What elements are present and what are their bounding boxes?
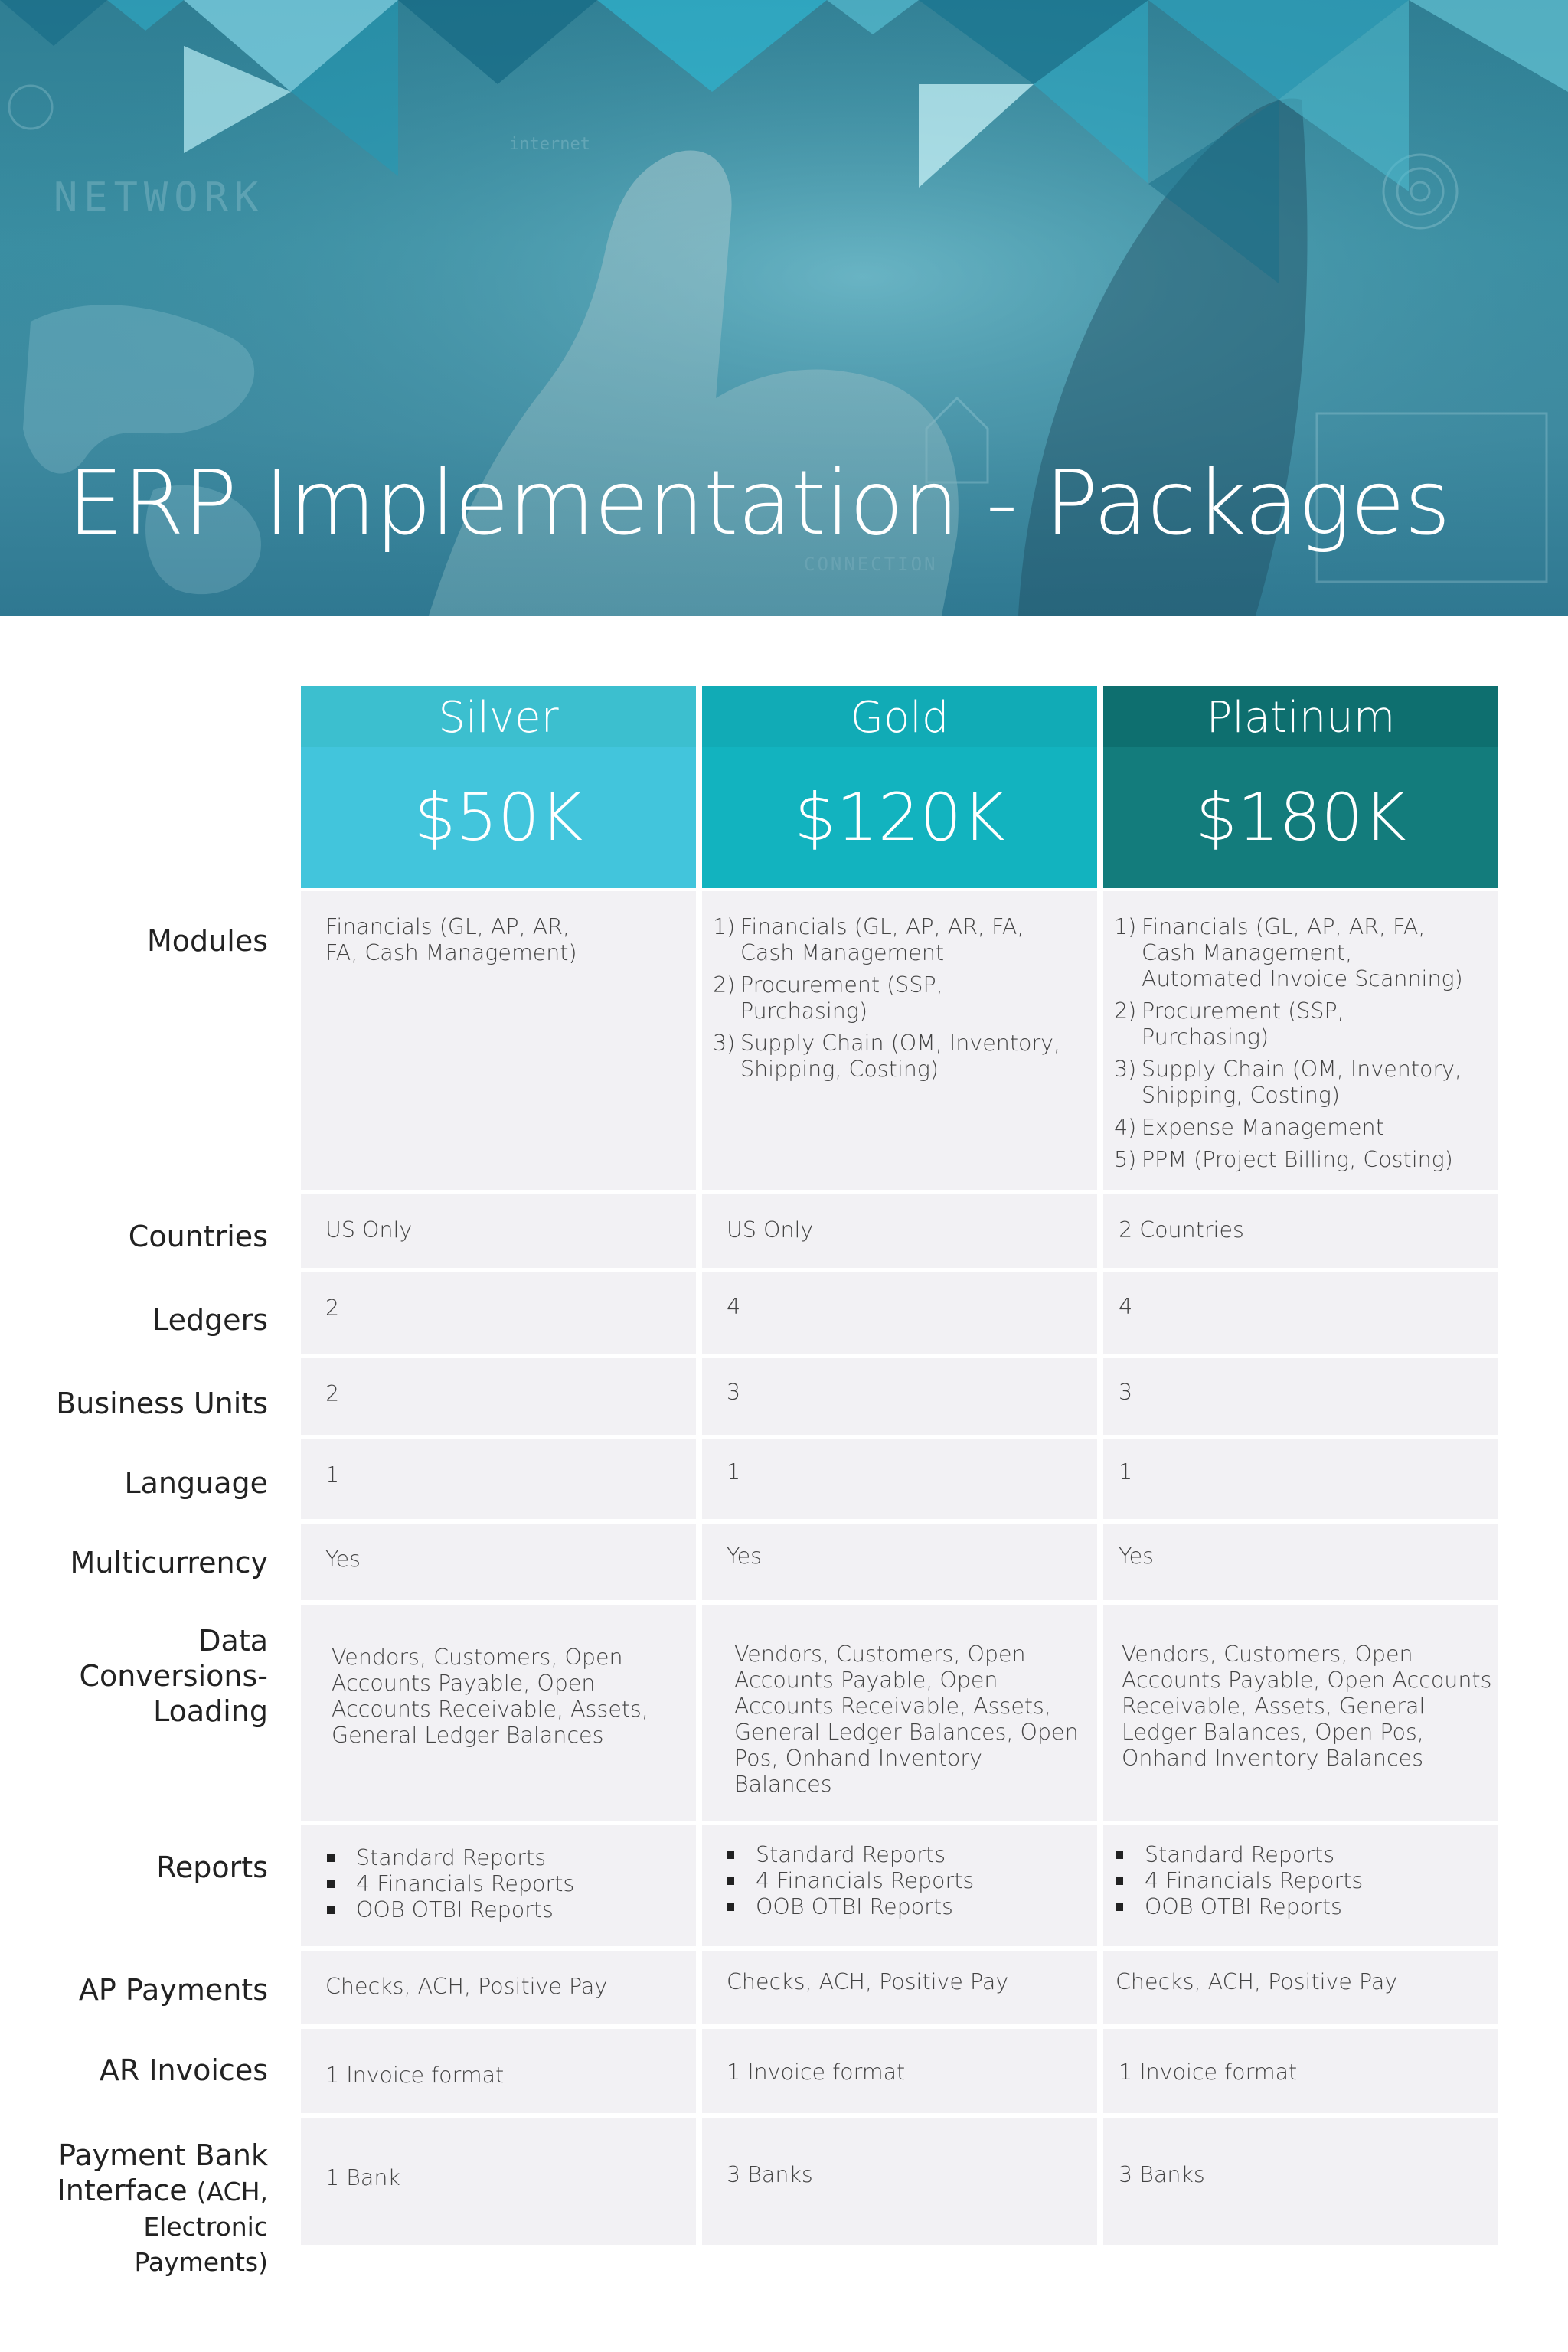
page-title: ERP Implementation - Packages <box>67 452 1450 555</box>
cell-ap-payments-gold: Checks, ACH, Positive Pay <box>702 1951 1097 2024</box>
list-item: 3) Supply Chain (OM, Inventory, Shipping, Costing) <box>713 1031 1061 1082</box>
row-label-language: Language <box>124 1466 268 1500</box>
tier-price: $120K <box>702 747 1097 888</box>
row-label-business-units: Business Units <box>56 1387 268 1420</box>
list-item: 3) Supply Chain (OM, Inventory, Shipping, Costing) <box>1114 1057 1462 1108</box>
list-item: Standard Reports <box>1114 1842 1474 1868</box>
cell-reports-silver <box>301 1825 696 1946</box>
tier-price: $180K <box>1103 747 1498 888</box>
cell-business-units-gold: 3 <box>702 1358 1097 1435</box>
reports-list <box>325 1845 671 1923</box>
row-label-reports: Reports <box>156 1851 268 1884</box>
list-item: 1) Financials (GL, AP, AR, FA, Cash Management <box>713 914 1024 965</box>
cell-modules-platinum <box>1103 891 1498 1190</box>
cell-ledgers-platinum: 4 <box>1103 1272 1498 1354</box>
row-label-data-conversions <box>8 1623 268 1729</box>
cell-countries-platinum: 2 Countries <box>1103 1194 1498 1268</box>
tier-name: Silver <box>301 686 696 747</box>
row-label-payment-bank-interface <box>8 2138 268 2280</box>
cell-data-conversions-gold: Vendors, Customers, Open Accounts Payable, Open Accounts Receivable, Assets, General Ledger Balances, Open Pos, Onhand Inventory Balances <box>702 1605 1097 1821</box>
label-line: Loading <box>153 1694 268 1728</box>
cell-language-silver: 1 <box>301 1439 696 1519</box>
cell-ap-payments-platinum: Checks, ACH, Positive Pay <box>1103 1951 1498 2024</box>
tier-price: $50K <box>301 747 696 888</box>
cell-modules-silver <box>301 891 696 1190</box>
cell-payment-bank-gold: 3 Banks <box>702 2118 1097 2245</box>
svg-text:NETWORK: NETWORK <box>54 175 265 220</box>
list-item: 4 Financials Reports <box>1114 1868 1474 1894</box>
tier-name: Platinum <box>1103 686 1498 747</box>
list-item: OOB OTBI Reports <box>325 1897 671 1923</box>
cell-data-conversions-platinum: Vendors, Customers, Open Accounts Payable, Open Accounts Receivable, Assets, General Ledger Balances, Open Pos, Onhand Inventory Balances <box>1103 1605 1498 1821</box>
label-line-small: (ACH, <box>196 2177 268 2207</box>
module-list <box>713 914 1074 1083</box>
row-label-countries: Countries <box>128 1220 268 1253</box>
package-header-silver <box>301 686 696 888</box>
cell-reports-platinum <box>1103 1825 1498 1946</box>
cell-ledgers-silver: 2 <box>301 1272 696 1354</box>
hero-banner <box>0 0 1568 616</box>
cell-multicurrency-gold: Yes <box>702 1524 1097 1600</box>
package-header-platinum <box>1103 686 1498 888</box>
list-item: 5) PPM (Project Billing, Costing) <box>1114 1147 1453 1172</box>
reports-list <box>1114 1842 1474 1920</box>
list-item: 1) Financials (GL, AP, AR, FA, Cash Management, Automated Invoice Scanning) <box>1114 914 1463 991</box>
cell-business-units-platinum: 3 <box>1103 1358 1498 1435</box>
list-item: OOB OTBI Reports <box>725 1894 1073 1920</box>
list-item: Standard Reports <box>325 1845 671 1871</box>
svg-text:internet: internet <box>509 135 590 154</box>
cell-language-gold: 1 <box>702 1439 1097 1519</box>
list-item: Standard Reports <box>725 1842 1073 1868</box>
label-line: Payment Bank <box>58 2138 268 2172</box>
list-item: 2) Procurement (SSP, Purchasing) <box>1114 998 1344 1050</box>
reports-list <box>725 1842 1073 1920</box>
cell-ar-invoices-silver: 1 Invoice format <box>301 2029 696 2113</box>
list-item: 4 Financials Reports <box>325 1871 671 1897</box>
cell-text: Financials (GL, AP, AR, FA, Cash Management) <box>325 914 577 965</box>
cell-language-platinum: 1 <box>1103 1439 1498 1519</box>
list-item: 4 Financials Reports <box>725 1868 1073 1894</box>
cell-countries-gold: US Only <box>702 1194 1097 1268</box>
tier-name: Gold <box>702 686 1097 747</box>
list-item: 4) Expense Management <box>1114 1115 1384 1140</box>
cell-ar-invoices-platinum: 1 Invoice format <box>1103 2029 1498 2113</box>
cell-data-conversions-silver: Vendors, Customers, Open Accounts Payable, Open Accounts Receivable, Assets, General Ledger Balances <box>301 1605 696 1821</box>
cell-business-units-silver: 2 <box>301 1358 696 1435</box>
cell-payment-bank-silver: 1 Bank <box>301 2118 696 2245</box>
cell-modules-gold <box>702 891 1097 1190</box>
cell-ar-invoices-gold: 1 Invoice format <box>702 2029 1097 2113</box>
module-list <box>1114 914 1468 1173</box>
cell-reports-gold <box>702 1825 1097 1946</box>
cell-multicurrency-platinum: Yes <box>1103 1524 1498 1600</box>
row-label-ledgers: Ledgers <box>152 1303 268 1337</box>
label-line: Data Conversions- <box>79 1624 268 1693</box>
row-label-ar-invoices: AR Invoices <box>99 2053 268 2087</box>
cell-multicurrency-silver: Yes <box>301 1524 696 1600</box>
row-label-ap-payments: AP Payments <box>78 1973 268 2007</box>
label-line-small: Electronic Payments) <box>134 2212 268 2277</box>
label-line: Interface <box>57 2174 188 2207</box>
cell-countries-silver: US Only <box>301 1194 696 1268</box>
cell-ap-payments-silver: Checks, ACH, Positive Pay <box>301 1951 696 2024</box>
cell-payment-bank-platinum: 3 Banks <box>1103 2118 1498 2245</box>
cell-ledgers-gold: 4 <box>702 1272 1097 1354</box>
package-header-gold <box>702 686 1097 888</box>
row-label-modules: Modules <box>147 924 268 958</box>
row-label-multicurrency: Multicurrency <box>70 1546 268 1579</box>
list-item: OOB OTBI Reports <box>1114 1894 1474 1920</box>
list-item: 2) Procurement (SSP, Purchasing) <box>713 972 943 1024</box>
